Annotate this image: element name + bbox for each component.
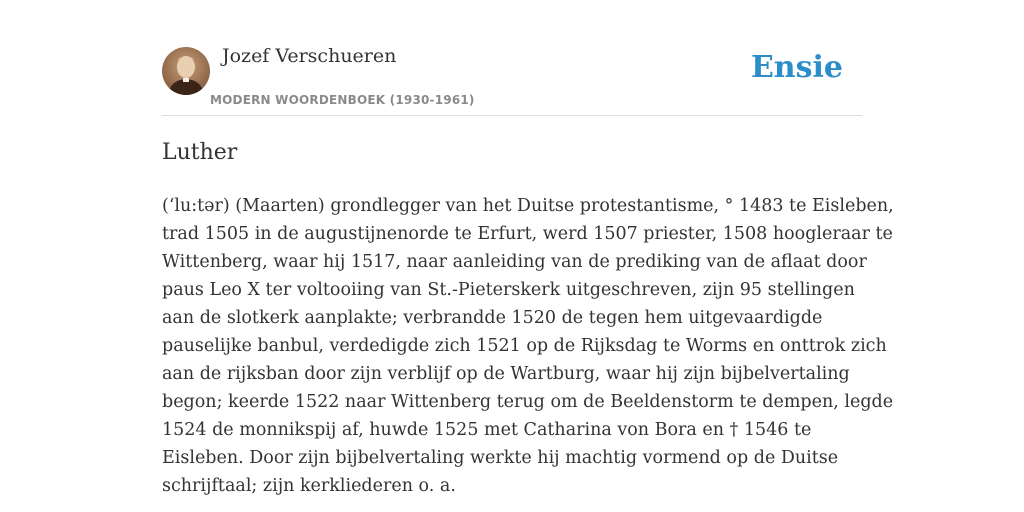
definition-line: Wittenberg, waar hij 1517, naar aanleiding van de prediking van de aflaat door [162,252,867,272]
dictionary-source[interactable]: MODERN WOORDENBOEK (1930-1961) [210,93,475,107]
definition-line: aan de rijksban door zijn verblijf op de Wartburg, waar hij zijn bijbelvertaling [162,364,850,384]
author-avatar[interactable] [162,47,210,95]
entry-definition [162,192,894,500]
definition-line: begon; keerde 1522 naar Wittenberg terug om de Beeldenstorm te dempen, legde [162,392,894,412]
entry-title: Luther [162,140,238,165]
definition-line: 1524 de monnikspij af, huwde 1525 met Catharina von Bora en † 1546 te [162,420,812,440]
portrait-icon [162,47,210,95]
ensie-logo[interactable]: Ensie [750,50,843,85]
definition-line: schrijftaal; zijn kerkliederen o. a. [162,476,456,496]
header-divider [162,115,862,116]
author-name[interactable]: Jozef Verschueren [222,45,397,67]
definition-line: paus Leo X ter voltooiing van St.-Pieterskerk uitgeschreven, zijn 95 stellingen [162,280,855,300]
definition-line: pauselijke banbul, verdedigde zich 1521 op de Rijksdag te Worms en onttrok zich [162,336,887,356]
definition-line: (‘lu:tər) (Maarten) grondlegger van het Duitse protestantisme, ° 1483 te Eisleben, [162,196,894,216]
definition-line: trad 1505 in de augustijnenorde te Erfurt, werd 1507 priester, 1508 hoogleraar te [162,224,893,244]
definition-line: Eisleben. Door zijn bijbelvertaling werkte hij machtig vormend op de Duitse [162,448,839,468]
definition-line: aan de slotkerk aanplakte; verbrandde 1520 de tegen hem uitgevaardigde [162,308,823,328]
